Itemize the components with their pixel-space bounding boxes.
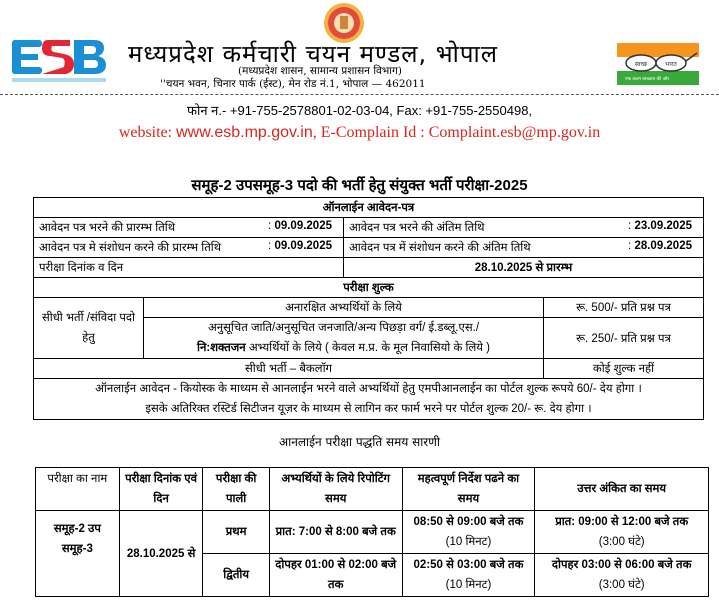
application-fee-table <box>33 197 704 420</box>
answer-time: प्रात: 09:00 से 12:00 बजे तक <box>555 516 689 528</box>
backlog-label: सीधी भर्ती – बैकलॉग <box>34 359 544 379</box>
complain-label: , E-Complain Id : <box>312 124 429 141</box>
instruction-duration: (10 मिनट) <box>445 579 492 591</box>
complain-email-link[interactable]: Complaint.esb@mp.gov.in <box>428 124 601 141</box>
schedule-caption: आनलाईन परीक्षा पद्धति समय सारणी <box>278 435 441 449</box>
exam-date-row <box>34 258 704 278</box>
start-date-label: आवेदन पत्र भरने की प्रारम्भ तिथि <box>39 222 176 234</box>
application-section-row <box>34 198 704 218</box>
exam-date-value: 28.10.2025 से प्रारम्भ <box>344 258 704 278</box>
edit-end-cell <box>344 238 704 258</box>
website-line <box>0 124 719 142</box>
edit-end-value: : 28.09.2025 <box>628 240 698 255</box>
instruction-time-cell <box>402 554 535 597</box>
website-label: website: <box>118 124 177 141</box>
reporting-time: दोपहर 01:00 से 02:00 बजे तक <box>269 554 402 597</box>
header-exam-date: परीक्षा दिनांक एवं दिन <box>119 468 203 511</box>
exam-schedule-table <box>35 467 709 597</box>
portal-note-kiosk: ऑनलाईन आवेदन - कियोस्क के माध्यम से आनलाईन भरने वाले अभ्यर्थियों हेतु एमपीआनलाईन का पोर्टल शुल्क रूपये 60/- देय होगा । <box>95 383 642 395</box>
answer-duration: (3:00 घंटे) <box>598 579 645 591</box>
instruction-time: 02:50 से 03:00 बजे तक <box>413 559 524 571</box>
org-title: मध्यप्रदेश कर्मचारी चयन मण्डल, भोपाल <box>128 40 498 68</box>
org-address-text: ''चयन भवन, चिनार पार्क (ईस्ट), मेन रोड नं.1, भोपाल — 462011 <box>160 78 426 90</box>
header-exam-name: परीक्षा का नाम <box>36 468 120 511</box>
start-date-value: : 09.09.2025 <box>268 220 338 235</box>
header-shift: परीक्षा की पाली <box>203 468 269 511</box>
org-address <box>160 77 426 91</box>
edit-start-label: आवेदन पत्र मे संशोधन करने की प्रारम्भ तिथि <box>39 242 222 254</box>
fee-amount-reserved: रू. 250/- प्रति प्रश्न पत्र <box>544 318 704 359</box>
fee-section-row <box>34 278 704 298</box>
svg-text:एक कदम स्वच्छता की ओर: एक कदम स्वच्छता की ओर <box>624 77 670 82</box>
exam-name: समूह-2 उप समूह-3 <box>36 511 120 597</box>
exam-date: 28.10.2025 से <box>119 511 203 597</box>
phone-fax-line: फोन न.- +91-755-2578801-02-03-04, Fax: +91-755-2550498, <box>186 103 533 118</box>
shift-name: द्वितीय <box>203 554 269 597</box>
application-row <box>34 238 704 258</box>
end-date-label: आवेदन पत्र भरने की अंतिम तिथि <box>349 222 485 234</box>
shift-name: प्रथम <box>203 511 269 554</box>
end-date-value: : 23.09.2025 <box>628 220 698 235</box>
reporting-time: प्रात: 7:00 से 8:00 बजे तक <box>269 511 402 554</box>
portal-note-row <box>34 379 704 420</box>
svg-text:भारत: भारत <box>665 61 677 68</box>
application-section-title: ऑनलाईन आवेदन-पत्र <box>34 198 704 218</box>
edit-start-value: : 09.09.2025 <box>268 240 338 255</box>
answer-duration: (3:00 घंटे) <box>598 536 645 548</box>
website-link[interactable]: www.esb.mp.gov.in <box>176 124 313 141</box>
fee-category-reserved-line2: अभ्यर्थियों के लिये ( केवल म.प्र. के मूल निवासियो के लिये ) <box>245 342 490 354</box>
esb-logo <box>10 36 108 88</box>
fee-amount-general: रू. 500/- प्रति प्रश्न पत्र <box>544 298 704 318</box>
fee-group-label: सीधी भर्ती /संविदा पदो हेतु <box>34 298 144 359</box>
edit-end-label: आवेदन पत्र में संशोधन करने की अंतिम तिथि <box>349 242 531 254</box>
svg-text:स्वच्छ: स्वच्छ <box>634 61 648 68</box>
fee-category-reserved-line1: अनुसूचित जाति/अनुसूचित जनजाति/अन्य पिछड़ा वर्ग/ ई.डब्लू.एस./ <box>207 322 480 334</box>
backlog-fee: कोई शुल्क नहीं <box>544 359 704 379</box>
fee-category-general: अनारक्षित अभ्यर्थियों के लिये <box>144 298 544 318</box>
header-reporting-time: अभ्यर्थियों के लिये रिपोटिंग समय <box>269 468 402 511</box>
instruction-time-cell <box>402 511 535 554</box>
portal-note-cell <box>34 379 704 420</box>
answer-time-cell <box>535 511 709 554</box>
document-title: समूह-2 उपसमूह-3 पदो की भर्ती हेतु संयुक्त भर्ती परीक्षा-2025 <box>191 177 528 194</box>
end-date-cell <box>344 218 704 238</box>
edit-start-cell <box>34 238 344 258</box>
fee-category-reserved-bold: नि:शक्तजन <box>197 342 246 354</box>
fee-category-reserved <box>144 318 544 359</box>
portal-note-citizen: इसके अतिरिक्त रस्टिर्ड सिटीजन यूज़र के माध्यम से लागिन कर फार्म भरने पर पोर्टल शुल्क 20/- रू. देय होगा । <box>145 403 592 415</box>
instruction-time: 08:50 से 09:00 बजे तक <box>413 516 524 528</box>
schedule-row <box>36 511 709 554</box>
fee-row-general <box>34 298 704 318</box>
start-date-cell <box>34 218 344 238</box>
header-instruction-time: महत्वपूर्ण निर्देश पढने का समय <box>402 468 535 511</box>
fee-row-backlog <box>34 359 704 379</box>
answer-time: दोपहर 03:00 से 06:00 बजे तक <box>551 559 692 571</box>
exam-date-label: परीक्षा दिनांक व दिन <box>34 258 344 278</box>
org-subtitle: (मध्यप्रदेश शासन, सामान्य प्रशासन विभाग) <box>238 65 403 77</box>
swachh-bharat-logo <box>617 43 699 85</box>
fee-section-title: परीक्षा शुल्क <box>34 278 704 298</box>
application-row <box>34 218 704 238</box>
instruction-duration: (10 मिनट) <box>445 536 492 548</box>
header-divider <box>0 94 719 95</box>
answer-time-cell <box>535 554 709 597</box>
schedule-header-row <box>36 468 709 511</box>
header-answer-time: उत्तर अंकित का समय <box>535 468 709 511</box>
